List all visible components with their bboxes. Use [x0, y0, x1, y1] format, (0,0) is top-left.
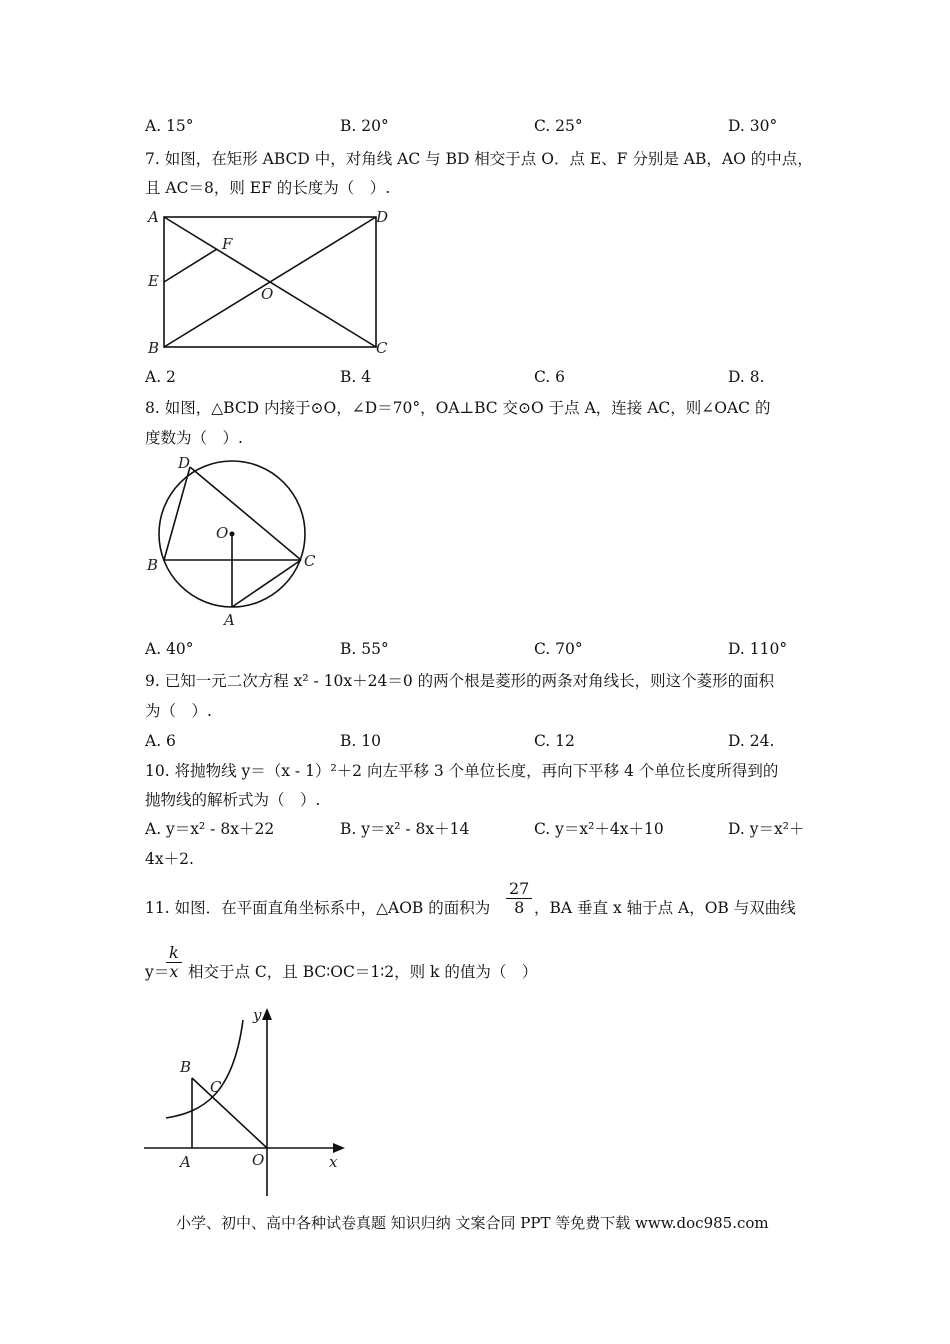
q9-stem-line2: 为（ ）. [145, 702, 212, 720]
q8-stem-line2: 度数为（ ）. [145, 429, 243, 447]
q11-label-b: B [180, 1058, 192, 1076]
q8-option-b: B. 55° [340, 640, 389, 658]
q11-x-denominator: x [166, 962, 182, 981]
q8-label-b: B [147, 556, 159, 574]
q9-stem-line1: 9. 已知一元二次方程 x² - 10x＋24＝0 的两个根是菱形的两条对角线长，则这个菱形的面积 [145, 672, 775, 690]
q10-stem-line1: 10. 将抛物线 y＝（x - 1）²＋2 向左平移 3 个单位长度，再向下平移 4 个单位长度所得到的 [145, 762, 779, 780]
q6-option-a: A. 15° [145, 117, 194, 135]
q11-label-a: A [180, 1153, 191, 1171]
q7-stem-line2: 且 AC＝8，则 EF 的长度为（ ）. [145, 179, 391, 197]
q7-option-c: C. 6 [534, 368, 566, 386]
q10-option-a: A. y＝x² - 8x＋22 [145, 820, 275, 838]
q8-option-d: D. 110° [728, 640, 788, 658]
q6-option-d: D. 30° [728, 117, 778, 135]
q11-hyperbola-fraction [166, 944, 182, 981]
q7-label-f: F [222, 235, 233, 253]
q8-stem-line1: 8. 如图，△BCD 内接于⊙O，∠D＝70°，OA⊥BC 交⊙O 于点 A，连接 AC，则∠OAC 的 [145, 399, 771, 417]
q10-option-c: C. y＝x²＋4x＋10 [534, 820, 664, 838]
q8-label-d: D [178, 454, 191, 472]
q11-fraction-numerator: 27 [509, 879, 530, 898]
q7-option-a: A. 2 [145, 368, 176, 386]
q11-stem-line2-end: 相交于点 C，且 BC∶OC＝1∶2，则 k 的值为（ ） [188, 963, 538, 981]
q7-label-e: E [148, 272, 159, 290]
q7-label-d: D [376, 208, 389, 226]
q9-option-d: D. 24. [728, 732, 775, 750]
q10-option-d: D. y＝x²＋ [728, 820, 805, 838]
q7-option-d: D. 8. [728, 368, 765, 386]
q11-stem-line1-end: ，BA 垂直 x 轴于点 A，OB 与双曲线 [534, 899, 796, 917]
q11-label-o: O [252, 1151, 265, 1169]
q8-label-c: C [304, 552, 316, 570]
q11-label-c: C [210, 1078, 222, 1096]
q9-option-a: A. 6 [145, 732, 176, 750]
q11-label-x: x [329, 1153, 338, 1171]
q9-option-b: B. 10 [340, 732, 381, 750]
q6-option-b: B. 20° [340, 117, 389, 135]
q8-label-a: A [224, 611, 235, 629]
q10-stem-line2: 抛物线的解析式为（ ）. [145, 791, 321, 809]
q7-label-a: A [148, 208, 159, 226]
q11-coordinate-figure [140, 1000, 370, 1200]
q10-option-b: B. y＝x² - 8x＋14 [340, 820, 470, 838]
page-footer: 小学、初中、高中各种试卷真题 知识归纳 文案合同 PPT 等免费下载 www.doc985.com [176, 1214, 769, 1232]
q8-circle-figure [140, 452, 340, 632]
q7-label-c: C [376, 339, 388, 357]
q11-stem-line1-start: 11. 如图．在平面直角坐标系中，△AOB 的面积为 [145, 899, 491, 917]
q7-option-b: B. 4 [340, 368, 372, 386]
q11-k-numerator: k [169, 943, 179, 962]
q8-option-c: C. 70° [534, 640, 583, 658]
q6-option-c: C. 25° [534, 117, 583, 135]
q7-rectangle-figure [140, 205, 410, 365]
q8-option-a: A. 40° [145, 640, 194, 658]
q7-label-o: O [261, 285, 274, 303]
q11-label-y: y [253, 1006, 262, 1024]
q7-stem-line1: 7. 如图，在矩形 ABCD 中，对角线 AC 与 BD 相交于点 O．点 E、F 分别是 AB，AO 的中点， [145, 150, 813, 168]
q8-label-o: O [216, 524, 229, 542]
q7-label-b: B [148, 339, 160, 357]
q11-fraction-denominator: 8 [506, 898, 532, 917]
q10-option-d-continued: 4x＋2. [145, 850, 194, 868]
q11-stem-line2-start: y＝ [145, 963, 170, 981]
q11-area-fraction [506, 880, 532, 917]
q9-option-c: C. 12 [534, 732, 575, 750]
